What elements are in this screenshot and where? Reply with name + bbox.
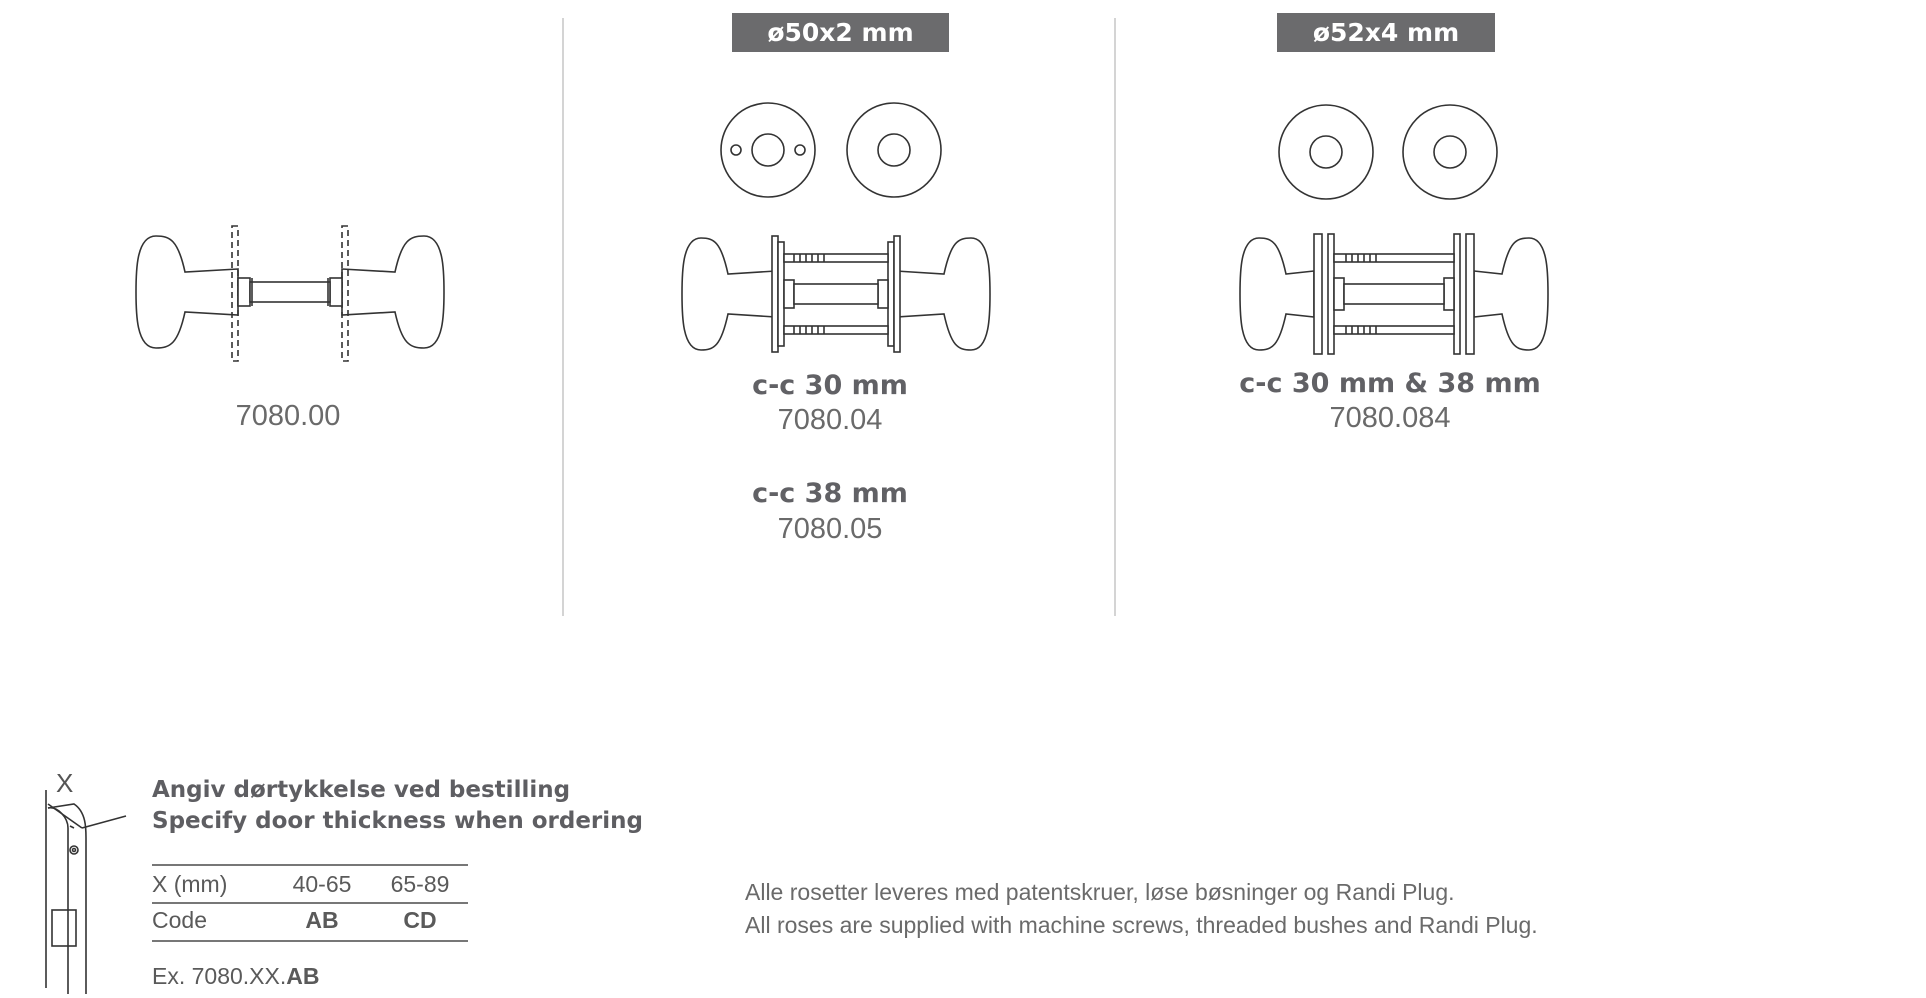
note-english: All roses are supplied with machine screws, threaded bushes and Randi Plug.: [745, 912, 1538, 938]
rose-size-badge-50x2: ø50x2 mm: [732, 13, 949, 52]
door-thickness-x-label: X: [56, 768, 74, 798]
table-cell: Code: [152, 906, 207, 933]
rose-right-drawing: [1402, 104, 1502, 204]
cc-label-30mm: c-c 30 mm: [752, 370, 908, 401]
table-header-row: [152, 866, 468, 902]
cc-label-38mm: c-c 38 mm: [752, 478, 908, 509]
rose-with-screw-holes-drawing: [720, 102, 820, 202]
order-example: [152, 963, 319, 990]
table-row: [152, 902, 468, 938]
knob-set-7080-00-drawing: [130, 222, 450, 362]
table-cell: 40-65: [292, 870, 352, 897]
table-cell: 65-89: [390, 870, 450, 897]
table-cell: X (mm): [152, 870, 228, 897]
door-thickness-table: [152, 866, 468, 938]
table-cell: AB: [305, 906, 339, 933]
column-divider-2: [1114, 18, 1116, 616]
knob-set-7080-084-drawing: [1234, 224, 1554, 364]
order-example-code: AB: [286, 963, 320, 989]
product-code-7080-05: 7080.05: [777, 513, 883, 545]
door-thickness-diagram: [34, 768, 134, 998]
product-code-7080-084: 7080.084: [1329, 402, 1451, 434]
heading-english: Specify door thickness when ordering: [152, 808, 643, 834]
rose-cover-drawing: [846, 102, 946, 202]
order-example-prefix: Ex. 7080.XX.: [152, 963, 287, 989]
column-divider-1: [562, 18, 564, 616]
rose-left-drawing: [1278, 104, 1378, 204]
product-code-7080-04: 7080.04: [777, 404, 883, 436]
heading-norwegian: Angiv dørtykkelse ved bestilling: [152, 777, 571, 803]
rose-size-badge-52x4: ø52x4 mm: [1277, 13, 1495, 52]
knob-set-7080-04-drawing: [676, 224, 996, 364]
product-code-7080-00: 7080.00: [235, 400, 341, 432]
note-norwegian: Alle rosetter leveres med patentskruer, løse bøsninger og Randi Plug.: [745, 879, 1455, 905]
table-cell: CD: [403, 906, 437, 933]
cc-label-30-38mm: c-c 30 mm & 38 mm: [1239, 368, 1541, 399]
table-rule-bottom: [152, 940, 468, 942]
